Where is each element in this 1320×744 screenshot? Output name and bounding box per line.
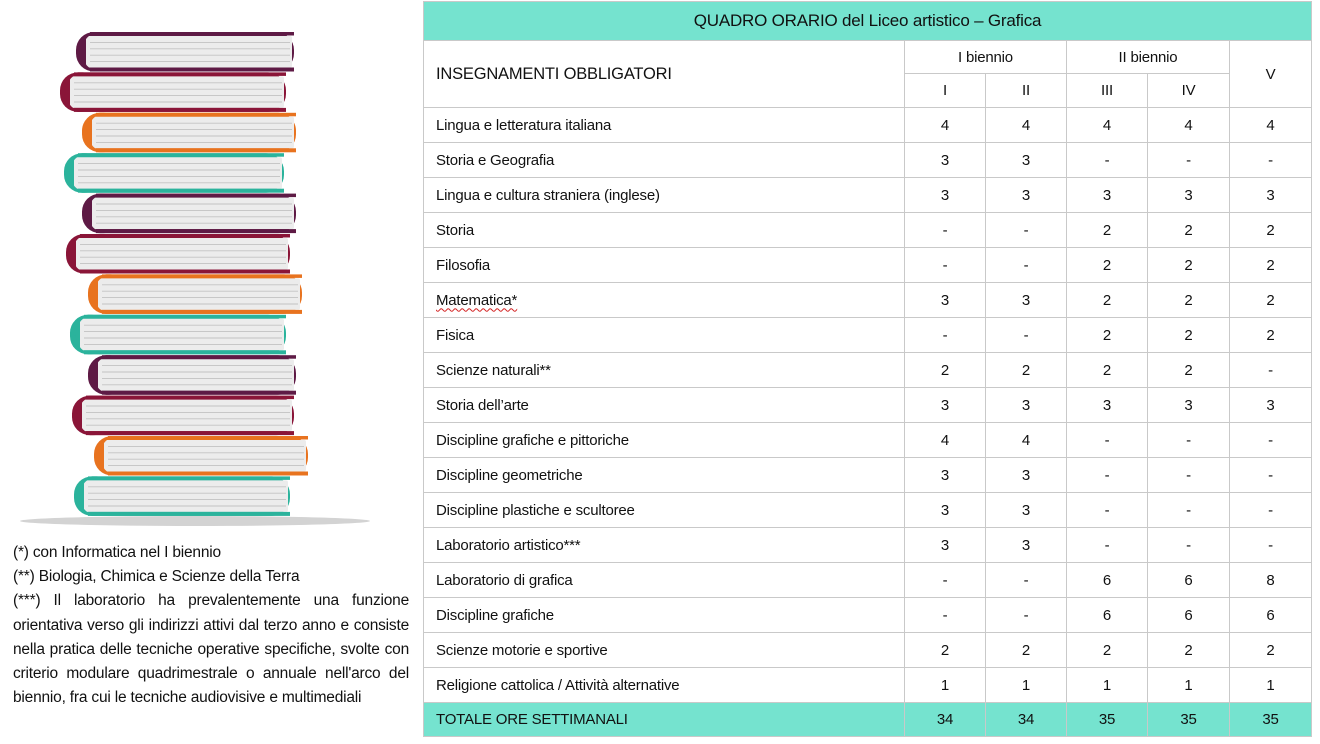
hours-cell: 2 <box>1230 633 1312 668</box>
column-group-first-biennium: I biennio <box>905 41 1067 74</box>
table-row <box>424 563 1312 598</box>
hours-cell: 2 <box>1067 283 1148 318</box>
subject-name <box>424 353 905 388</box>
column-header-subjects: INSEGNAMENTI OBBLIGATORI <box>424 41 905 108</box>
hours-cell: 6 <box>1230 598 1312 633</box>
hours-cell: - <box>1067 143 1148 178</box>
hours-cell: - <box>1067 458 1148 493</box>
hours-cell: 3 <box>905 528 986 563</box>
hours-cell: 1 <box>1230 668 1312 703</box>
subject-label: Discipline plastiche e scultoree <box>436 501 635 519</box>
hours-cell: 6 <box>1067 598 1148 633</box>
hours-cell: 3 <box>1067 178 1148 213</box>
subject-label: Storia e Geografia <box>436 151 555 169</box>
total-hours-cell: 34 <box>905 703 986 737</box>
hours-cell: - <box>1148 423 1230 458</box>
hours-cell: 2 <box>986 353 1067 388</box>
hours-cell: - <box>1148 493 1230 528</box>
hours-cell: 2 <box>1148 213 1230 248</box>
total-hours-cell: 35 <box>1067 703 1148 737</box>
subject-name <box>424 178 905 213</box>
total-hours-cell: 35 <box>1230 703 1312 737</box>
hours-cell: 3 <box>905 178 986 213</box>
column-header-year-4: IV <box>1148 74 1230 108</box>
hours-cell: - <box>986 318 1067 353</box>
hours-cell: - <box>1067 423 1148 458</box>
table-row <box>424 633 1312 668</box>
hours-cell: 6 <box>1067 563 1148 598</box>
hours-cell: 3 <box>986 493 1067 528</box>
table-row <box>424 178 1312 213</box>
subject-label: Fisica <box>436 326 474 344</box>
subject-label: Discipline grafiche <box>436 606 554 624</box>
hours-cell: 2 <box>1067 318 1148 353</box>
hours-cell: - <box>1230 423 1312 458</box>
hours-cell: - <box>1148 143 1230 178</box>
hours-cell: 2 <box>1230 283 1312 318</box>
hours-cell: 4 <box>1230 108 1312 143</box>
table-row <box>424 283 1312 318</box>
subject-label: Lingua e cultura straniera (inglese) <box>436 186 660 204</box>
hours-cell: 2 <box>1148 283 1230 318</box>
hours-cell: 3 <box>986 458 1067 493</box>
hours-cell: 3 <box>1148 178 1230 213</box>
hours-cell: - <box>986 248 1067 283</box>
subject-name <box>424 423 905 458</box>
total-hours-cell: 34 <box>986 703 1067 737</box>
table-row <box>424 248 1312 283</box>
hours-cell: 2 <box>1230 248 1312 283</box>
subject-name <box>424 528 905 563</box>
hours-cell: 2 <box>1067 633 1148 668</box>
subject-label: Scienze motorie e sportive <box>436 641 608 659</box>
column-header-year-2: II <box>986 74 1067 108</box>
hours-cell: 3 <box>905 458 986 493</box>
footnotes <box>13 541 409 710</box>
subject-label: Storia dell’arte <box>436 396 529 414</box>
hours-cell: 1 <box>1067 668 1148 703</box>
hours-cell: - <box>1230 458 1312 493</box>
table-row <box>424 458 1312 493</box>
hours-cell: 1 <box>905 668 986 703</box>
total-label: TOTALE ORE SETTIMANALI <box>424 703 905 737</box>
hours-cell: 2 <box>1067 248 1148 283</box>
hours-cell: - <box>1230 143 1312 178</box>
table-row <box>424 318 1312 353</box>
hours-cell: 2 <box>1230 318 1312 353</box>
hours-cell: 2 <box>986 633 1067 668</box>
subject-name <box>424 633 905 668</box>
hours-cell: 3 <box>1067 388 1148 423</box>
hours-cell: 2 <box>1230 213 1312 248</box>
total-row <box>424 703 1312 737</box>
table-row <box>424 143 1312 178</box>
subject-label: Laboratorio di grafica <box>436 571 573 589</box>
column-header-year-3: III <box>1067 74 1148 108</box>
table-row <box>424 213 1312 248</box>
hours-cell: 2 <box>1067 213 1148 248</box>
subject-name <box>424 108 905 143</box>
hours-cell: 3 <box>1230 178 1312 213</box>
hours-cell: 4 <box>986 108 1067 143</box>
hours-cell: - <box>986 598 1067 633</box>
subject-name <box>424 213 905 248</box>
stack-of-books-icon <box>10 20 390 530</box>
subject-label: Matematica* <box>436 291 518 309</box>
hours-cell: 6 <box>1148 563 1230 598</box>
hours-cell: 3 <box>986 388 1067 423</box>
subject-name <box>424 248 905 283</box>
column-header-year-1: I <box>905 74 986 108</box>
hours-cell: - <box>1067 493 1148 528</box>
hours-cell: 3 <box>905 283 986 318</box>
hours-cell: - <box>1067 528 1148 563</box>
table-row <box>424 108 1312 143</box>
subject-label: Storia <box>436 221 474 239</box>
subject-label: Lingua e letteratura italiana <box>436 116 612 134</box>
subject-label: Religione cattolica / Attività alternative <box>436 676 680 694</box>
hours-cell: - <box>905 318 986 353</box>
header-row-groups <box>424 41 1312 74</box>
hours-cell: 3 <box>905 388 986 423</box>
total-hours-cell: 35 <box>1148 703 1230 737</box>
table-row <box>424 493 1312 528</box>
column-header-year-5: V <box>1230 41 1312 108</box>
hours-cell: 2 <box>905 633 986 668</box>
hours-cell: 8 <box>1230 563 1312 598</box>
hours-cell: 3 <box>986 283 1067 318</box>
hours-cell: 1 <box>986 668 1067 703</box>
subject-label: Scienze naturali** <box>436 361 551 379</box>
subject-name <box>424 318 905 353</box>
footnote-1: (*) con Informatica nel I biennio <box>13 544 221 561</box>
table-row <box>424 668 1312 703</box>
hours-cell: - <box>905 213 986 248</box>
hours-cell: 4 <box>905 108 986 143</box>
footnote-2: (**) Biologia, Chimica e Scienze della Terra <box>13 568 300 586</box>
hours-cell: 4 <box>905 423 986 458</box>
hours-cell: 3 <box>1230 388 1312 423</box>
hours-cell: 2 <box>905 353 986 388</box>
hours-cell: 2 <box>1148 353 1230 388</box>
subject-name <box>424 598 905 633</box>
hours-cell: 3 <box>905 143 986 178</box>
hours-cell: 1 <box>1148 668 1230 703</box>
hours-cell: 2 <box>1148 633 1230 668</box>
hours-cell: 2 <box>1067 353 1148 388</box>
hours-cell: - <box>986 563 1067 598</box>
title-row <box>424 2 1312 41</box>
subject-name <box>424 143 905 178</box>
table-row <box>424 528 1312 563</box>
hours-cell: 3 <box>986 178 1067 213</box>
hours-cell: 3 <box>986 528 1067 563</box>
hours-cell: - <box>905 598 986 633</box>
hours-cell: 4 <box>1148 108 1230 143</box>
table-row <box>424 598 1312 633</box>
table-row <box>424 388 1312 423</box>
hours-cell: 3 <box>905 493 986 528</box>
table-row <box>424 423 1312 458</box>
hours-cell: - <box>1230 493 1312 528</box>
subject-name <box>424 458 905 493</box>
subject-name <box>424 493 905 528</box>
subject-label: Discipline grafiche e pittoriche <box>436 431 629 449</box>
hours-cell: - <box>905 563 986 598</box>
timetable <box>423 1 1312 737</box>
subject-name <box>424 668 905 703</box>
column-group-second-biennium: II biennio <box>1067 41 1230 74</box>
hours-cell: 4 <box>1067 108 1148 143</box>
hours-cell: 4 <box>986 423 1067 458</box>
hours-cell: - <box>986 213 1067 248</box>
subject-name <box>424 283 905 318</box>
footnote-3: (***) Il laboratorio ha prevalentemente una funzione orientativa verso gli indirizzi attivi dal terzo anno e consiste nella pratica delle tecniche operative specifiche, svolte con criterio modulare quadrimestrale o annuale nell'arco del biennio, fra cui le tecniche audiovisive e multimediali <box>13 592 409 707</box>
subject-label: Laboratorio artistico*** <box>436 536 581 554</box>
subject-name <box>424 388 905 423</box>
hours-cell: - <box>1230 353 1312 388</box>
subject-label: Discipline geometriche <box>436 466 583 484</box>
hours-cell: 2 <box>1148 318 1230 353</box>
subject-label: Filosofia <box>436 256 491 274</box>
hours-cell: - <box>1230 528 1312 563</box>
hours-cell: - <box>905 248 986 283</box>
hours-cell: - <box>1148 458 1230 493</box>
hours-cell: 3 <box>986 143 1067 178</box>
table-row <box>424 353 1312 388</box>
hours-cell: 6 <box>1148 598 1230 633</box>
hours-cell: 3 <box>1148 388 1230 423</box>
table-title: QUADRO ORARIO del Liceo artistico – Grafica <box>424 2 1312 41</box>
hours-cell: - <box>1148 528 1230 563</box>
subject-name <box>424 563 905 598</box>
hours-cell: 2 <box>1148 248 1230 283</box>
